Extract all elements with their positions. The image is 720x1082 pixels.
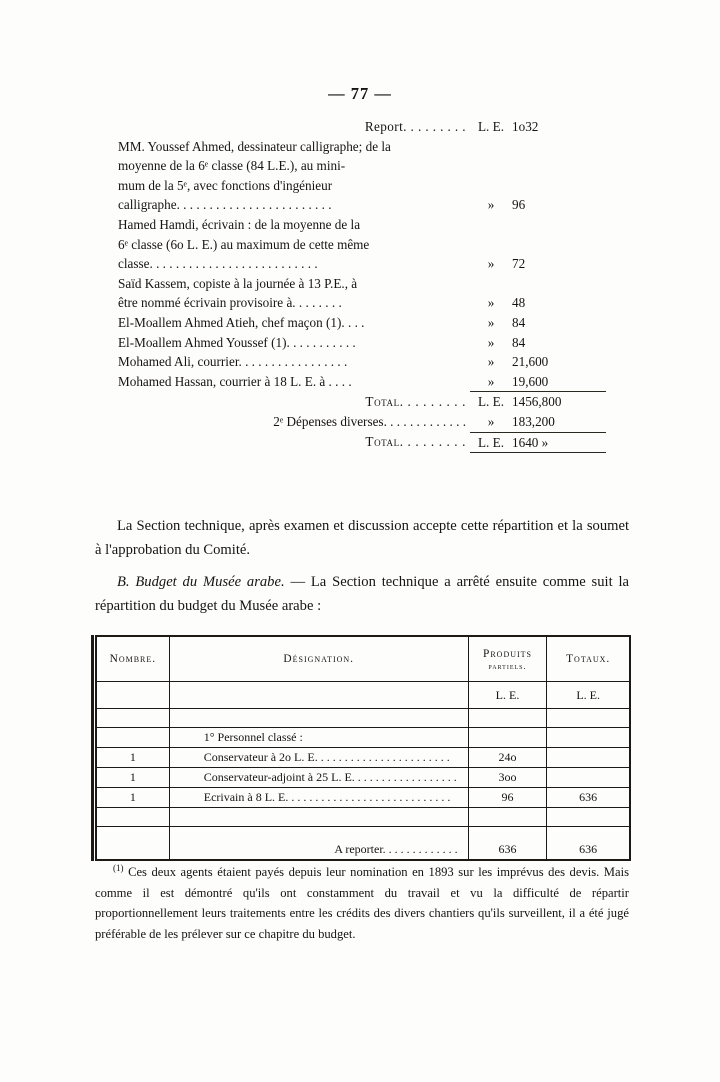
unit-totaux: L. E.: [547, 682, 630, 709]
column-header-produits-sub: partiels.: [488, 661, 527, 671]
budget-footer-row: [97, 827, 630, 860]
row-currency: L. E.: [477, 119, 504, 134]
row-label: calligraphe. . . . . . . . . . . . . . . . . . . . . . . .: [118, 197, 332, 213]
table-row: [118, 215, 606, 235]
row-label: classe. . . . . . . . . . . . . . . . . . . . . . . . . .: [118, 256, 318, 272]
row-currency: [470, 137, 512, 157]
row-amount: 19,600: [512, 373, 549, 389]
row-amount: 183,200: [512, 413, 555, 429]
budget-table-head: [97, 637, 630, 682]
section-produits: [468, 728, 547, 748]
cell-totaux: [547, 768, 630, 788]
paragraph-text: La Section technique, après examen et discussion accepte cette répartition et la soumet à l'approbation du Comité.: [95, 518, 629, 558]
table-row: [118, 156, 606, 176]
cell-totaux: 636: [547, 788, 630, 808]
row-currency: [470, 156, 512, 176]
row-amount: 48: [512, 295, 526, 311]
row-currency: L. E.: [470, 392, 512, 412]
row-amount: 1456,800: [512, 392, 606, 412]
table-row-grand-total: [118, 432, 606, 453]
section-nombre: [97, 728, 170, 748]
paragraph-heading-label: B. Budget du Musée arabe.: [117, 574, 285, 590]
cell-nombre: 1: [97, 788, 170, 808]
table-row: [118, 254, 606, 274]
cell-designation: Ecrivain à 8 L. E. . . . . . . . . . . . . . . . . . . . . . . . . . . .: [169, 788, 468, 808]
row-amount: [512, 235, 606, 255]
cell-produits: 96: [468, 788, 547, 808]
section-title: 1° Personnel classé :: [169, 728, 468, 748]
row-currency: »: [487, 373, 495, 389]
footer-produits: 636: [468, 827, 547, 860]
row-amount: [512, 156, 606, 176]
table-row: [118, 313, 606, 333]
row-label: Hamed Hamdi, écrivain : de la moyenne de la: [118, 216, 361, 232]
table-row: [118, 235, 606, 255]
table-row: [97, 768, 630, 788]
table-row: [118, 176, 606, 196]
row-label: mum de la 5ᵉ, avec fonctions d'ingénieur: [118, 177, 333, 193]
table-row: [118, 352, 606, 372]
account-table: [118, 117, 606, 453]
row-currency: »: [487, 314, 495, 330]
blank-cell: [547, 808, 630, 827]
cell-produits: 3oo: [468, 768, 547, 788]
row-currency: [470, 215, 512, 235]
row-currency: [470, 235, 512, 255]
row-amount: [512, 274, 606, 294]
blank-cell: [468, 709, 547, 728]
row-currency: L. E.: [470, 432, 512, 453]
row-currency: »: [487, 354, 495, 370]
row-amount: [512, 215, 606, 235]
paragraph-budget-musee: [95, 570, 629, 618]
budget-section-row: [97, 728, 630, 748]
cell-nombre: 1: [97, 748, 170, 768]
row-label: MM. Youssef Ahmed, dessinateur calligraphe; de la: [118, 138, 391, 154]
footnote: [95, 858, 629, 944]
row-amount: 72: [512, 256, 526, 272]
row-amount: 1o32: [512, 119, 539, 134]
cell-totaux: [547, 748, 630, 768]
table-row: [118, 333, 606, 353]
footer-nombre: [97, 827, 170, 860]
row-label: être nommé écrivain provisoire à. . . . . . . .: [118, 295, 342, 311]
row-label: El-Moallem Ahmed Atieh, chef maçon (1). . . .: [118, 314, 365, 330]
table-row: [118, 195, 606, 215]
blank-cell: [547, 709, 630, 728]
row-label: Saïd Kassem, copiste à la journée à 13 P.E., à: [118, 275, 358, 291]
row-currency: »: [487, 334, 495, 350]
row-label: Report. . . . . . . . .: [364, 119, 466, 134]
row-label: Mohamed Hassan, courrier à 18 L. E. à . . . .: [118, 373, 352, 389]
page-number: — 77 —: [328, 84, 392, 103]
table-row: [118, 274, 606, 294]
blank-cell: [97, 709, 170, 728]
table-row: [97, 748, 630, 768]
row-label: moyenne de la 6ᵉ classe (84 L.E.), au mini-: [118, 158, 346, 174]
budget-unit-row: [97, 682, 630, 709]
table-row: [118, 137, 606, 157]
table-row: [97, 788, 630, 808]
unit-nombre: [97, 682, 170, 709]
row-amount: 96: [512, 197, 526, 213]
blank-cell: [468, 808, 547, 827]
row-currency: »: [487, 295, 495, 311]
footnote-text: Ces deux agents étaient payés depuis leur nomination en 1893 sur les imprévus des devis. Mais comme il est démontré qu'ils ont constamment du travail et vu la difficulté de répartir proportionnellement leurs traitements entre les crédits des divers chantiers qu'ils surveillent, il a été jugé préférable de les prélever sur ce chapitre du budget.: [95, 865, 629, 941]
row-amount: 21,600: [512, 354, 549, 370]
row-amount: 84: [512, 334, 526, 350]
budget-table: [95, 635, 631, 861]
cell-designation: Conservateur-adjoint à 25 L. E. . . . . . . . . . . . . . . . . .: [169, 768, 468, 788]
row-amount: [512, 176, 606, 196]
budget-header-row: [97, 637, 630, 682]
row-label: Mohamed Ali, courrier. . . . . . . . . . . . . . . . .: [118, 354, 348, 370]
row-label: Total. . . . . . . . .: [365, 434, 466, 449]
table-row: [118, 293, 606, 313]
paragraph-dash: —: [284, 574, 311, 590]
row-amount: [512, 137, 606, 157]
column-header-designation: Désignation.: [169, 637, 468, 682]
table-row-total: [118, 392, 606, 412]
section-totaux: [547, 728, 630, 748]
cell-designation: Conservateur à 2o L. E. . . . . . . . . . . . . . . . . . . . . . .: [169, 748, 468, 768]
blank-cell: [97, 808, 170, 827]
row-label: Total. . . . . . . . .: [365, 393, 466, 409]
column-header-nombre: Nombre.: [97, 637, 170, 682]
column-header-produits-main: Produits: [483, 647, 533, 660]
unit-produits: L. E.: [468, 682, 547, 709]
footnote-marker: (1): [113, 863, 124, 873]
row-amount: 1640 »: [512, 432, 606, 453]
budget-blank-row: [97, 808, 630, 827]
budget-blank-row: [97, 709, 630, 728]
paragraph-text: La Section technique a arrêté ensuite comme suit la répartition du budget du Musée arabe :: [95, 574, 630, 614]
row-currency: »: [487, 413, 495, 429]
cell-produits: 24o: [468, 748, 547, 768]
cell-nombre: 1: [97, 768, 170, 788]
row-label: 6ᵉ classe (6o L. E.) au maximum de cette même: [118, 236, 370, 252]
row-currency: [470, 274, 512, 294]
table-row: [118, 117, 606, 137]
footer-totaux: 636: [547, 827, 630, 860]
unit-designation: [169, 682, 468, 709]
row-currency: [470, 176, 512, 196]
row-label: 2ᵉ Dépenses diverses. . . . . . . . . . . . .: [273, 413, 466, 429]
account-table-body: [118, 117, 606, 453]
row-currency: »: [487, 197, 495, 213]
row-amount: 84: [512, 314, 526, 330]
column-header-totaux: Totaux.: [547, 637, 630, 682]
paragraph-section-technique: [95, 514, 629, 562]
budget-table-body: [97, 682, 630, 860]
column-header-produits: [468, 637, 547, 682]
footer-label: A reporter. . . . . . . . . . . . .: [169, 827, 468, 860]
blank-cell: [169, 808, 468, 827]
blank-cell: [169, 709, 468, 728]
table-row: [118, 412, 606, 432]
table-row: [118, 372, 606, 392]
row-currency: »: [487, 256, 495, 272]
row-label: El-Moallem Ahmed Youssef (1). . . . . . . . . . .: [118, 334, 356, 350]
